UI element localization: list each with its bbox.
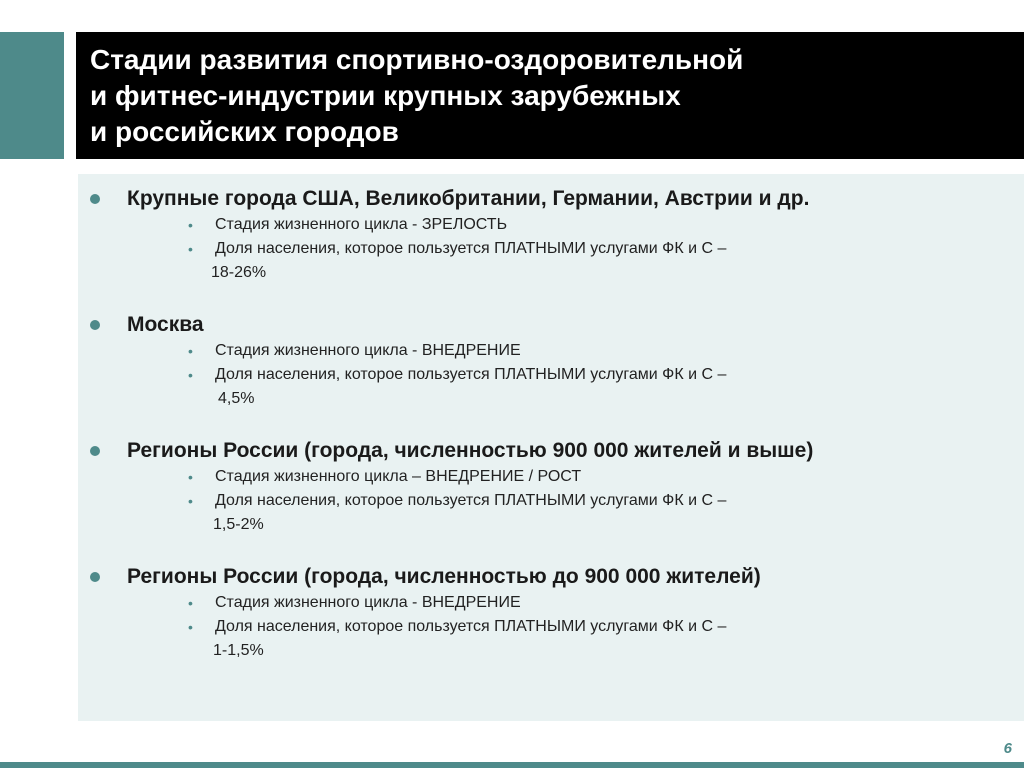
section-heading-row	[78, 563, 1024, 591]
title-bar	[76, 32, 1024, 159]
slide-title-line-2: и фитнес-индустрии крупных зарубежных	[90, 80, 681, 111]
share-value-row	[78, 387, 1024, 411]
bottom-accent-bar	[0, 762, 1024, 768]
section-heading-row	[78, 185, 1024, 213]
stage-row	[78, 213, 1024, 237]
section-heading-row	[78, 311, 1024, 339]
sub-bullet-icon: •	[188, 619, 193, 635]
section-heading: Регионы России (города, численностью 900 000 жителей и выше)	[127, 439, 814, 462]
share-row	[78, 363, 1024, 387]
stage-text: Стадия жизненного цикла - ЗРЕЛОСТЬ	[215, 216, 508, 233]
left-accent-block	[0, 32, 64, 159]
share-value: 4,5%	[218, 390, 255, 407]
sub-bullet-icon: •	[188, 343, 193, 359]
share-row	[78, 489, 1024, 513]
share-value-row	[78, 513, 1024, 537]
stage-text: Стадия жизненного цикла – ВНЕДРЕНИЕ / РОСТ	[215, 468, 582, 485]
stage-row	[78, 591, 1024, 615]
share-row	[78, 615, 1024, 639]
slide-title-line-3: и российских городов	[90, 116, 399, 147]
share-value: 1,5-2%	[213, 516, 264, 533]
sub-bullet-icon: •	[188, 469, 193, 485]
bullet-icon	[90, 194, 100, 204]
share-value-row	[78, 261, 1024, 285]
bullet-icon	[90, 320, 100, 330]
sub-bullet-icon: •	[188, 217, 193, 233]
stage-text: Стадия жизненного цикла - ВНЕДРЕНИЕ	[215, 594, 521, 611]
bullet-icon	[90, 572, 100, 582]
section-heading: Москва	[127, 313, 204, 336]
share-value-row	[78, 639, 1024, 663]
section-regions-small	[78, 563, 1024, 663]
stage-row	[78, 339, 1024, 363]
slide-title-line-1: Стадии развития спортивно-оздоровительной	[90, 44, 744, 75]
section-heading: Крупные города США, Великобритании, Германии, Австрии и др.	[127, 187, 810, 210]
sub-bullet-icon: •	[188, 595, 193, 611]
section-heading-row	[78, 437, 1024, 465]
content-panel	[78, 174, 1024, 721]
share-value: 1-1,5%	[213, 642, 264, 659]
share-label: Доля населения, которое пользуется ПЛАТНЫМИ услугами ФК и С –	[215, 492, 727, 509]
page-number: 6	[1003, 740, 1012, 757]
share-label: Доля населения, которое пользуется ПЛАТНЫМИ услугами ФК и С –	[215, 618, 727, 635]
section-heading: Регионы России (города, численностью до 900 000 жителей)	[127, 565, 761, 588]
sub-bullet-icon: •	[188, 493, 193, 509]
share-row	[78, 237, 1024, 261]
stage-row	[78, 465, 1024, 489]
share-value: 18-26%	[211, 264, 267, 281]
section-large-foreign-cities	[78, 185, 1024, 285]
section-regions-large	[78, 437, 1024, 537]
stage-text: Стадия жизненного цикла - ВНЕДРЕНИЕ	[215, 342, 521, 359]
share-label: Доля населения, которое пользуется ПЛАТНЫМИ услугами ФК и С –	[215, 240, 727, 257]
bullet-icon	[90, 446, 100, 456]
sub-bullet-icon: •	[188, 241, 193, 257]
section-moscow	[78, 311, 1024, 411]
share-label: Доля населения, которое пользуется ПЛАТНЫМИ услугами ФК и С –	[215, 366, 727, 383]
sub-bullet-icon: •	[188, 367, 193, 383]
